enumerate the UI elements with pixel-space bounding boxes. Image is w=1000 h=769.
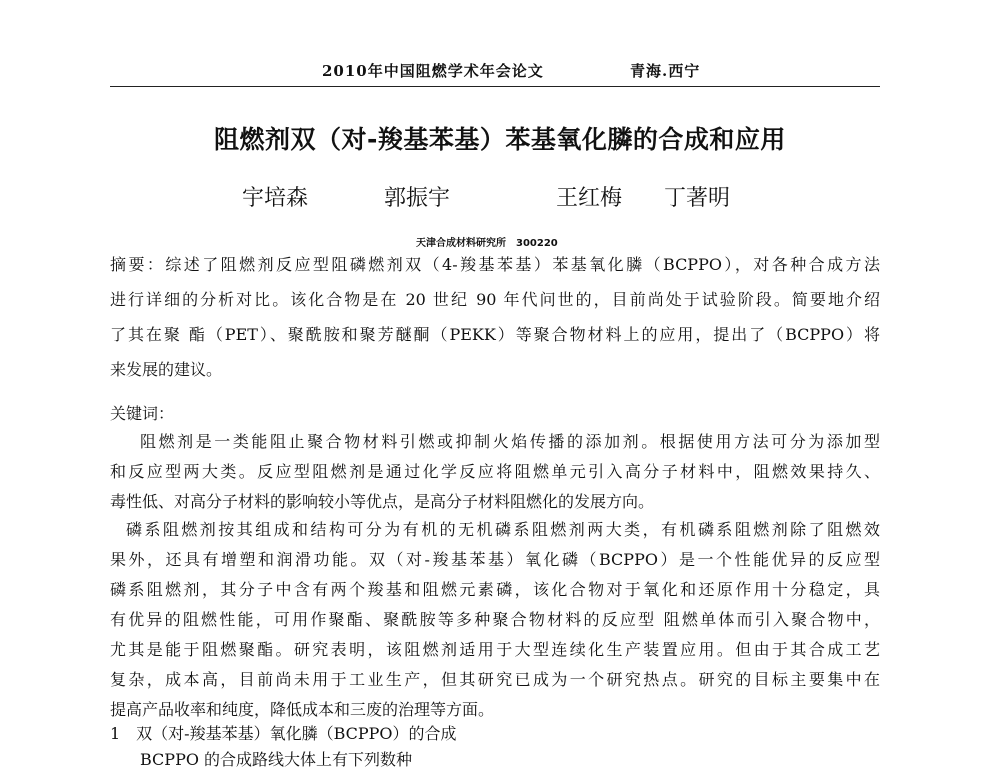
conference-location: 青海.西宁: [630, 62, 701, 80]
author-name: 郭振宇: [384, 186, 451, 211]
abstract-line: 摘要：综述了阻燃剂反应型阻磷燃剂双（4-羧基苯基）苯基氧化膦（BCPPO），对各种合成方法: [110, 255, 880, 274]
paragraph-line: 和反应型两大类。反应型阻燃剂是通过化学反应将阻燃单元引入高分子材料中，阻燃效果持久、: [110, 462, 880, 481]
affiliation: 天津合成材料研究所 300220: [416, 238, 558, 249]
paragraph-line: 阻燃剂是一类能阻止聚合物材料引燃或抑制火焰传播的添加剂。根据使用方法可分为添加型: [140, 432, 880, 451]
paragraph-line: 有优异的阻燃性能，可用作聚酯、聚酰胺等多种聚合物材料的反应型 阻燃单体而引入聚合物中，: [110, 610, 880, 629]
abstract-line: 进行详细的分析对比。该化合物是在 20 世纪 90 年代问世的，目前尚处于试验阶段。简要地介绍: [110, 290, 880, 309]
paragraph-line: 尤其是能于阻燃聚酯。研究表明，该阻燃剂适用于大型连续化生产装置应用。但由于其合成工艺: [110, 640, 880, 659]
paragraph-line: 果外，还具有增塑和润滑功能。双（对-羧基苯基）氧化磷（BCPPO）是一个性能优异的反应型: [110, 550, 880, 569]
paper-title: 阻燃剂双（对-羧基苯基）苯基氧化膦的合成和应用: [214, 125, 786, 154]
author-name: 宇培森: [242, 186, 309, 211]
author-name: 丁著明: [664, 186, 731, 211]
paragraph-line: 磷系阻燃剂，其分子中含有两个羧基和阻燃元素磷，该化合物对于氧化和还原作用十分稳定，具: [110, 580, 880, 599]
paragraph-line: 提高产品收率和纯度，降低成本和三废的治理等方面。: [110, 700, 495, 719]
author-name: 王红梅: [556, 186, 623, 211]
section-heading: 1 双（对-羧基苯基）氧化膦（BCPPO）的合成: [110, 724, 457, 743]
running-header: [110, 58, 880, 87]
abstract-line: 来发展的建议。: [110, 360, 223, 379]
abstract-line: 了其在聚 酯（PET）、聚酰胺和聚芳醚酮（PEKK）等聚合物材料上的应用，提出了（BCPPO）将: [110, 325, 880, 344]
author-list: [0, 181, 1000, 211]
section-first-line: BCPPO 的合成路线大体上有下列数种: [140, 750, 413, 769]
paragraph-line: 复杂，成本高，目前尚未用于工业生产，但其研究已成为一个研究热点。研究的目标主要集中在: [110, 670, 880, 689]
paragraph-line: 磷系阻燃剂按其组成和结构可分为有机的无机磷系阻燃剂两大类，有机磷系阻燃剂除了阻燃效: [126, 520, 880, 539]
paragraph-line: 毒性低、对高分子材料的影响较小等优点，是高分子材料阻燃化的发展方向。: [110, 492, 655, 511]
keywords-label: 关键词：: [110, 404, 175, 423]
conference-name: 2010年中国阻燃学术年会论文: [322, 62, 544, 80]
